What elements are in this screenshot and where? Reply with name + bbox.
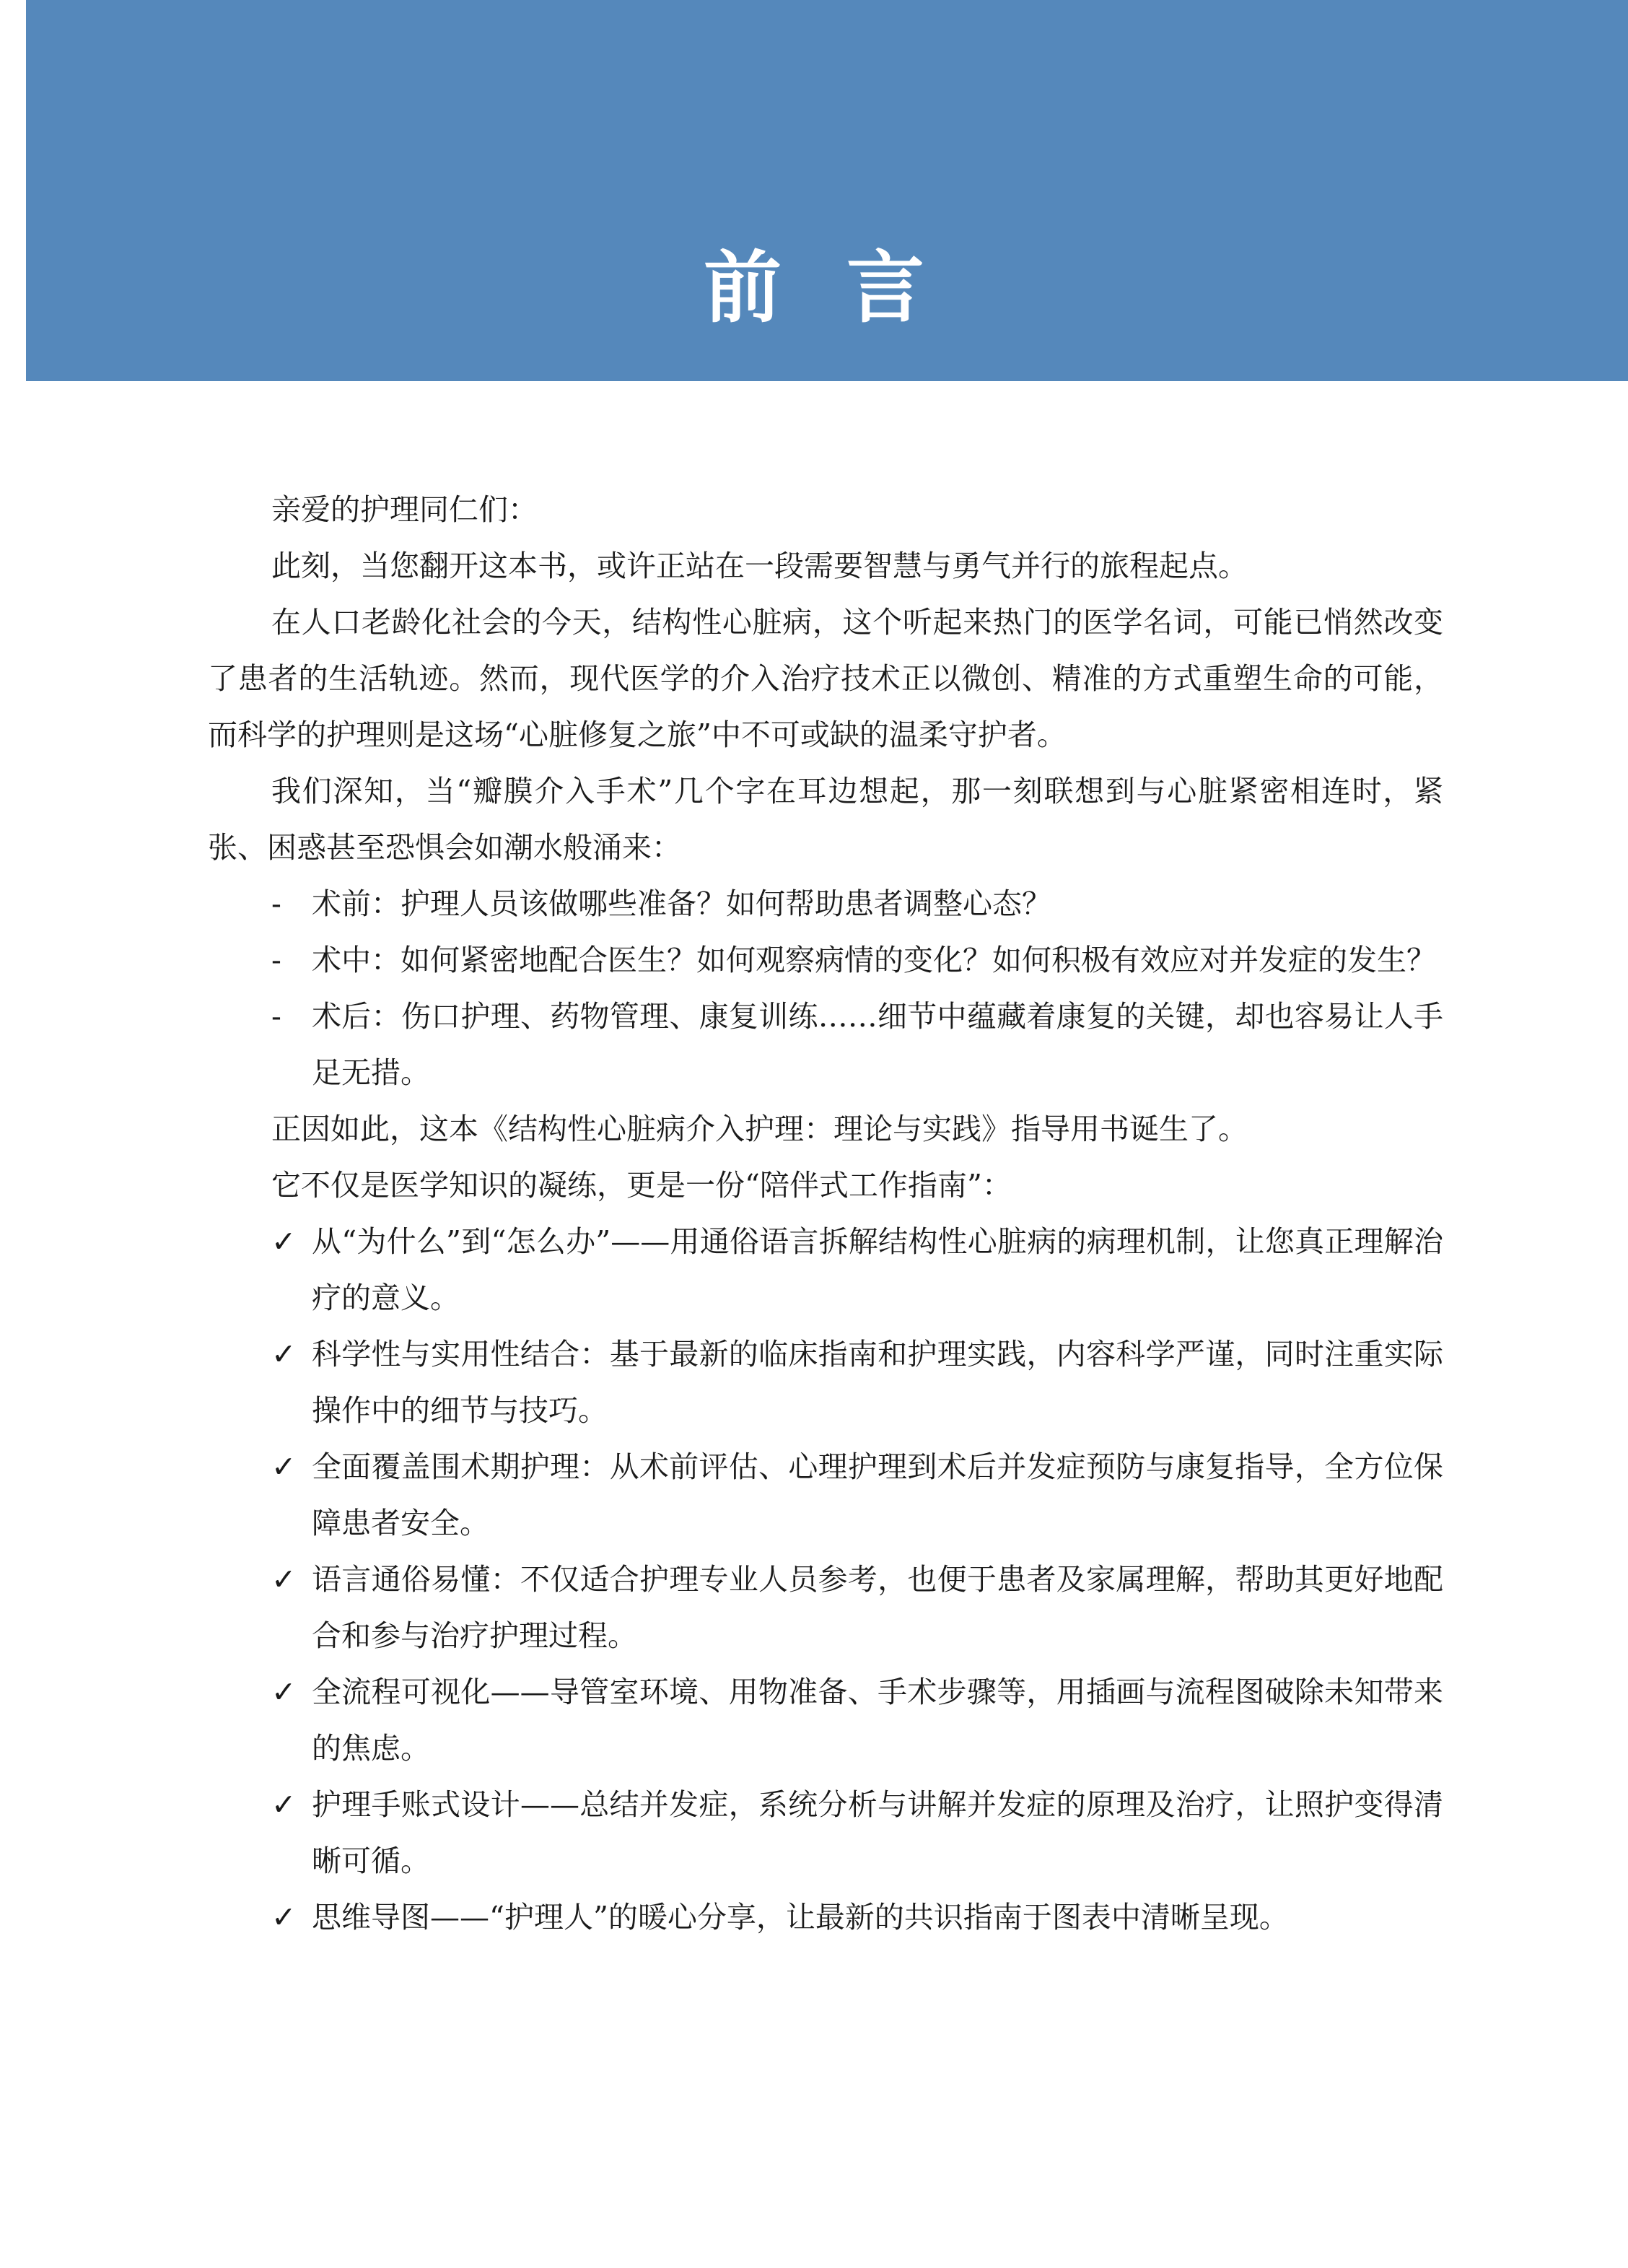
concern-item xyxy=(208,876,1443,932)
intro-paragraph: 在人口老龄化社会的今天，结构性心脏病，这个听起来热门的医学名词，可能已悄然改变了患者的生活轨迹。然而，现代医学的介入治疗技术正以微创、精准的方式重塑生命的可能，而科学的护理则是这场“心脏修复之旅”中不可或缺的温柔守护者。 xyxy=(208,605,1443,752)
dash-bullet: - xyxy=(271,999,281,1034)
checkmark-icon: ✓ xyxy=(271,1675,297,1709)
checkmark-icon: ✓ xyxy=(271,1449,297,1484)
page-title: 前言 xyxy=(703,243,989,333)
checkmark-icon: ✓ xyxy=(271,1562,297,1597)
dash-bullet: - xyxy=(271,886,281,921)
salutation: 亲爱的护理同仁们： xyxy=(271,492,538,527)
checkmark-icon: ✓ xyxy=(271,1787,297,1822)
concern-item xyxy=(208,932,1443,988)
checkmark-icon: ✓ xyxy=(271,1337,297,1371)
feature-item xyxy=(208,1439,1443,1551)
feature-text: 全面覆盖围术期护理：从术前评估、心理护理到术后并发症预防与康复指导，全方位保障患者安全。 xyxy=(312,1449,1443,1540)
feature-item xyxy=(208,1213,1443,1326)
concern-text: 术中：如何紧密地配合医生？如何观察病情的变化？如何积极有效应对并发症的发生？ xyxy=(312,943,1436,977)
preface-body xyxy=(208,481,1443,1945)
feature-text: 全流程可视化——导管室环境、用物准备、手术步骤等，用插画与流程图破除未知带来的焦虑。 xyxy=(312,1675,1443,1766)
feature-text: 从“为什么”到“怎么办”——用通俗语言拆解结构性心脏病的病理机制，让您真正理解治疗的意义。 xyxy=(312,1224,1443,1315)
feature-item xyxy=(208,1326,1443,1439)
feature-item xyxy=(208,1664,1443,1776)
feature-item xyxy=(208,1776,1443,1889)
middle-paragraph: 正因如此，这本《结构性心脏病介入护理：理论与实践》指导用书诞生了。 xyxy=(271,1112,1248,1146)
concern-text: 术前：护理人员该做哪些准备？如何帮助患者调整心态？ xyxy=(312,886,1051,921)
feature-item xyxy=(208,1551,1443,1664)
checkmark-icon: ✓ xyxy=(271,1900,297,1935)
feature-text: 语言通俗易懂：不仅适合护理专业人员参考，也便于患者及家属理解，帮助其更好地配合和参与治疗护理过程。 xyxy=(312,1562,1443,1653)
intro-paragraph: 我们深知，当“瓣膜介入手术”几个字在耳边想起，那一刻联想到与心脏紧密相连时，紧张、困惑甚至恐惧会如潮水般涌来： xyxy=(208,774,1443,865)
feature-item xyxy=(208,1889,1443,1945)
feature-text: 护理手账式设计——总结并发症，系统分析与讲解并发症的原理及治疗，让照护变得清晰可循。 xyxy=(312,1787,1443,1878)
dash-bullet: - xyxy=(271,943,281,977)
feature-text: 科学性与实用性结合：基于最新的临床指南和护理实践，内容科学严谨，同时注重实际操作中的细节与技巧。 xyxy=(312,1337,1443,1428)
feature-text: 思维导图——“护理人”的暖心分享，让最新的共识指南于图表中清晰呈现。 xyxy=(312,1900,1289,1935)
intro-paragraph: 此刻，当您翻开这本书，或许正站在一段需要智慧与勇气并行的旅程起点。 xyxy=(271,549,1248,583)
concern-text: 术后：伤口护理、药物管理、康复训练……细节中蕴藏着康复的关键，却也容易让人手足无措。 xyxy=(312,999,1443,1090)
middle-paragraph: 它不仅是医学知识的凝练，更是一份“陪伴式工作指南”： xyxy=(271,1168,1012,1203)
checkmark-icon: ✓ xyxy=(271,1224,297,1259)
concern-item xyxy=(208,988,1443,1101)
